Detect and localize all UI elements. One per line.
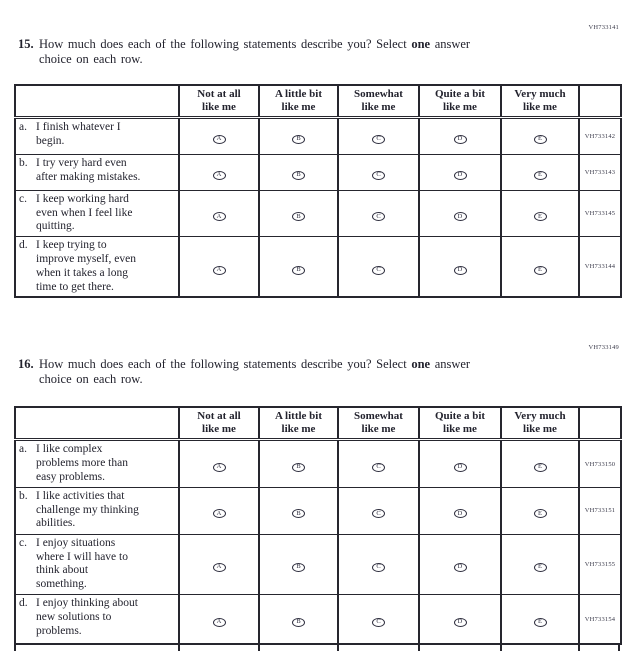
choice-cell	[259, 487, 338, 534]
row-accession-code: VH733145	[579, 190, 621, 236]
table-row	[15, 237, 621, 298]
statement-line: I enjoy situations	[36, 536, 116, 549]
statement-cell	[15, 117, 179, 154]
statement-cell	[15, 154, 179, 190]
statement-column-header	[15, 407, 179, 440]
statement-line: improve myself, even	[36, 253, 136, 266]
choice-cell	[419, 487, 501, 534]
answer-bubble-c[interactable]: C	[372, 563, 385, 572]
row-letter: a.	[19, 443, 27, 456]
column-header-line1: Not at all	[197, 87, 241, 100]
statement-line: something.	[36, 578, 87, 591]
question-16-number: 16.	[18, 357, 34, 372]
question-16-text-bold: one	[411, 357, 431, 372]
statement-text	[36, 490, 176, 531]
statement-cell	[15, 440, 179, 487]
question-16-accession-code: VH733149	[588, 344, 619, 352]
answer-bubble-a[interactable]: A	[213, 463, 226, 472]
choice-cell	[338, 487, 419, 534]
statement-line: where I will have to	[36, 550, 128, 563]
choice-cell	[501, 440, 579, 487]
answer-bubble-a[interactable]: A	[213, 266, 226, 275]
column-header-line1: Quite a bit	[434, 87, 486, 100]
choice-cell	[259, 534, 338, 594]
answer-bubble-a[interactable]: A	[213, 618, 226, 627]
row-letter: b.	[19, 156, 28, 169]
column-header-a-little-bit	[259, 407, 338, 440]
column-header-line2: like me	[443, 423, 477, 436]
choice-cell	[179, 534, 259, 594]
answer-bubble-e[interactable]: E	[534, 509, 547, 518]
table-row	[15, 117, 621, 154]
choice-cell	[338, 190, 419, 236]
statement-line: problems.	[36, 624, 82, 637]
choice-cell	[419, 594, 501, 644]
question-15-accession-code: VH733141	[588, 24, 619, 31]
statement-line: even when I feel like	[36, 206, 133, 219]
statement-line: I keep trying to	[36, 239, 107, 252]
answer-bubble-b[interactable]: B	[292, 212, 305, 221]
question-15-number: 15.	[18, 37, 34, 51]
answer-bubble-d[interactable]: D	[454, 135, 467, 144]
column-header-not-at-all	[179, 407, 259, 440]
column-header-quite-a-bit	[419, 85, 501, 118]
column-header-a-little-bit	[259, 85, 338, 118]
answer-bubble-d[interactable]: D	[454, 171, 467, 180]
table-row	[15, 190, 621, 236]
statement-text	[36, 537, 176, 592]
statement-text	[36, 239, 176, 294]
question-16-text-pre: How much does each of the following statements describe you? Select	[39, 357, 407, 372]
choice-cell	[419, 440, 501, 487]
answer-bubble-a[interactable]: A	[213, 212, 226, 221]
statement-line: quitting.	[36, 220, 75, 233]
answer-bubble-c[interactable]: C	[372, 509, 385, 518]
choice-cell	[501, 190, 579, 236]
row-accession-code: VH733151	[579, 487, 621, 534]
divider-stub	[500, 645, 578, 651]
answer-bubble-d[interactable]: D	[454, 266, 467, 275]
statement-line: abilities.	[36, 517, 76, 530]
statement-text	[36, 597, 176, 638]
choice-cell	[501, 487, 579, 534]
row-accession-code: VH733150	[579, 440, 621, 487]
statement-cell	[15, 594, 179, 644]
choice-cell	[179, 440, 259, 487]
answer-bubble-d[interactable]: D	[454, 618, 467, 627]
choice-cell	[338, 440, 419, 487]
choice-cell	[179, 487, 259, 534]
choice-cell	[179, 190, 259, 236]
statement-cell	[15, 487, 179, 534]
table-row	[15, 440, 621, 487]
column-header-line1: Very much	[514, 409, 566, 422]
column-header-very-much	[501, 407, 579, 440]
question-15-text-bold: one	[411, 37, 431, 51]
choice-cell	[501, 117, 579, 154]
divider-stub	[418, 645, 500, 651]
choice-cell	[259, 440, 338, 487]
column-header-line1: Somewhat	[354, 409, 403, 422]
column-header-line1: Very much	[514, 87, 566, 100]
answer-bubble-c[interactable]: C	[372, 618, 385, 627]
answer-bubble-e[interactable]: E	[534, 618, 547, 627]
column-header-line2: like me	[523, 100, 557, 113]
row-letter: c.	[19, 192, 27, 205]
row-accession-code: VH733155	[579, 534, 621, 594]
column-header-somewhat	[338, 85, 419, 118]
divider-stub	[14, 645, 178, 651]
statement-column-header	[15, 85, 179, 118]
statement-line: I keep working hard	[36, 192, 129, 205]
statement-line: I like activities that	[36, 489, 125, 502]
choice-cell	[501, 237, 579, 298]
table-cutoff-strip	[14, 645, 622, 651]
answer-bubble-d[interactable]: D	[454, 509, 467, 518]
row-accession-code: VH733143	[579, 154, 621, 190]
statement-text	[36, 193, 176, 234]
choice-cell	[179, 117, 259, 154]
question-15-table	[14, 84, 622, 299]
row-letter: c.	[19, 536, 27, 549]
answer-bubble-e[interactable]: E	[534, 135, 547, 144]
answer-bubble-d[interactable]: D	[454, 563, 467, 572]
statement-line: after making mistakes.	[36, 170, 141, 183]
answer-bubble-e[interactable]: E	[534, 463, 547, 472]
question-16-table	[14, 406, 622, 645]
choice-cell	[259, 154, 338, 190]
answer-bubble-a[interactable]: A	[213, 509, 226, 518]
table-header-row	[15, 85, 621, 118]
question-16-text-post: answer	[434, 357, 471, 372]
choice-cell	[501, 534, 579, 594]
statement-line: challenge my thinking	[36, 503, 139, 516]
statement-line: think about	[36, 564, 89, 577]
answer-bubble-e[interactable]: E	[534, 171, 547, 180]
column-header-line2: like me	[361, 100, 396, 113]
column-header-not-at-all	[179, 85, 259, 118]
column-header-line2: like me	[443, 100, 477, 113]
column-header-line1: Not at all	[197, 409, 241, 422]
column-header-line1: Somewhat	[354, 87, 403, 100]
choice-cell	[501, 154, 579, 190]
row-accession-code: VH733142	[579, 117, 621, 154]
statement-line: begin.	[36, 134, 65, 147]
choice-cell	[501, 594, 579, 644]
choice-cell	[179, 237, 259, 298]
column-header-line2: like me	[361, 423, 396, 436]
divider-stub	[258, 645, 337, 651]
row-accession-code: VH733154	[579, 594, 621, 644]
column-header-line2: like me	[281, 100, 316, 113]
divider-stub	[337, 645, 418, 651]
answer-bubble-b[interactable]: B	[292, 463, 305, 472]
column-header-somewhat	[338, 407, 419, 440]
choice-cell	[419, 154, 501, 190]
statement-cell	[15, 534, 179, 594]
choice-cell	[419, 237, 501, 298]
row-accession-code: VH733144	[579, 237, 621, 298]
answer-bubble-a[interactable]: A	[213, 135, 226, 144]
column-header-line2: like me	[202, 100, 236, 113]
choice-cell	[259, 117, 338, 154]
choice-cell	[338, 534, 419, 594]
answer-bubble-a[interactable]: A	[213, 171, 226, 180]
choice-cell	[338, 117, 419, 154]
column-header-line1: A little bit	[274, 87, 323, 100]
answer-bubble-c[interactable]: C	[372, 266, 385, 275]
row-letter: a.	[19, 120, 27, 133]
question-15-text-pre: How much does each of the following statements describe you? Select	[39, 37, 407, 51]
statement-line: I finish whatever I	[36, 120, 121, 133]
answer-bubble-c[interactable]: C	[372, 212, 385, 221]
statement-text	[36, 157, 176, 185]
choice-cell	[259, 190, 338, 236]
divider-stub	[178, 645, 258, 651]
divider-stub	[578, 645, 620, 651]
choice-cell	[179, 594, 259, 644]
choice-cell	[179, 154, 259, 190]
answer-bubble-b[interactable]: B	[292, 509, 305, 518]
question-15	[18, 37, 612, 67]
row-letter: d.	[19, 239, 28, 252]
choice-cell	[338, 237, 419, 298]
question-15-text	[39, 37, 470, 67]
question-16	[18, 357, 612, 387]
choice-cell	[419, 190, 501, 236]
statement-text	[36, 121, 176, 149]
table-row	[15, 487, 621, 534]
answer-bubble-d[interactable]: D	[454, 463, 467, 472]
answer-bubble-a[interactable]: A	[213, 563, 226, 572]
answer-bubble-c[interactable]: C	[372, 135, 385, 144]
question-15-text-post: answer	[434, 37, 471, 51]
choice-cell	[338, 154, 419, 190]
statement-line: I like complex	[36, 443, 103, 456]
row-letter: b.	[19, 489, 28, 502]
answer-bubble-e[interactable]: E	[534, 266, 547, 275]
column-header-quite-a-bit	[419, 407, 501, 440]
column-header-very-much	[501, 85, 579, 118]
question-16-text-line2: choice on each row.	[39, 372, 143, 387]
answer-bubble-e[interactable]: E	[534, 563, 547, 572]
choice-cell	[419, 117, 501, 154]
answer-bubble-b[interactable]: B	[292, 563, 305, 572]
choice-cell	[259, 594, 338, 644]
statement-line: easy problems.	[36, 470, 105, 483]
statement-cell	[15, 190, 179, 236]
table-row	[15, 594, 621, 644]
answer-bubble-b[interactable]: B	[292, 171, 305, 180]
question-16-text	[39, 357, 470, 387]
code-column-header	[579, 85, 621, 118]
row-letter: d.	[19, 596, 28, 609]
column-header-line2: like me	[281, 423, 316, 436]
table-row	[15, 154, 621, 190]
answer-bubble-e[interactable]: E	[534, 212, 547, 221]
choice-cell	[259, 237, 338, 298]
statement-line: new solutions to	[36, 610, 112, 623]
column-header-line1: Quite a bit	[434, 409, 486, 422]
choice-cell	[338, 594, 419, 644]
answer-bubble-c[interactable]: C	[372, 463, 385, 472]
column-header-line2: like me	[523, 423, 557, 436]
table-header-row	[15, 407, 621, 440]
question-15-text-line2: choice on each row.	[39, 51, 143, 66]
answer-bubble-b[interactable]: B	[292, 618, 305, 627]
statement-line: I try very hard even	[36, 156, 127, 169]
statement-line: time to get there.	[36, 280, 114, 293]
statement-line: I enjoy thinking about	[36, 596, 138, 609]
table-row	[15, 534, 621, 594]
column-header-line2: like me	[202, 423, 236, 436]
statement-text	[36, 443, 176, 484]
statement-cell	[15, 237, 179, 298]
statement-line: when it takes a long	[36, 266, 128, 279]
answer-bubble-d[interactable]: D	[454, 212, 467, 221]
answer-bubble-b[interactable]: B	[292, 135, 305, 144]
column-header-line1: A little bit	[274, 409, 323, 422]
code-column-header	[579, 407, 621, 440]
statement-line: problems more than	[36, 457, 128, 470]
choice-cell	[419, 534, 501, 594]
answer-bubble-c[interactable]: C	[372, 171, 385, 180]
answer-bubble-b[interactable]: B	[292, 266, 305, 275]
